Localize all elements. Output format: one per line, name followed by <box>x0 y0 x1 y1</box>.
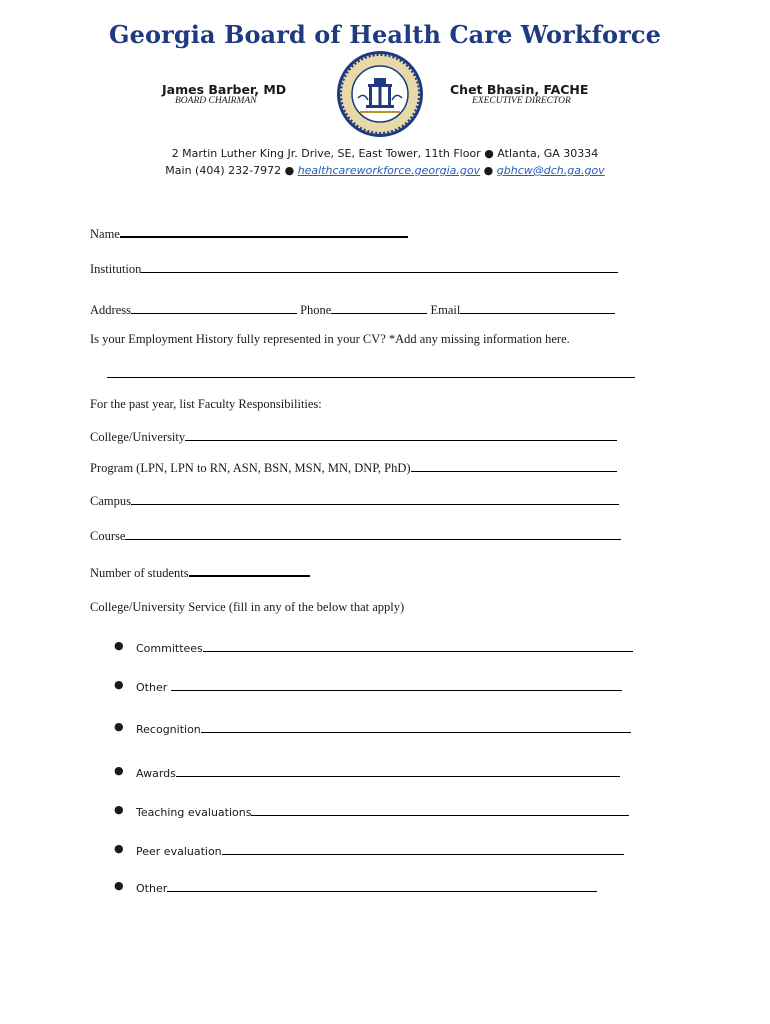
service-item <box>114 879 597 895</box>
name-label: Name <box>90 227 120 241</box>
bullet-icon: ● <box>114 879 124 892</box>
faculty-heading: For the past year, list Faculty Responsibilities: <box>90 397 322 411</box>
employment-question: Is your Employment History fully represented in your CV? *Add any missing information here. <box>90 332 570 346</box>
address-row <box>90 302 615 318</box>
service-item-label: Other <box>136 882 168 895</box>
service-item <box>114 720 631 736</box>
email-label: Email <box>430 303 461 317</box>
director-name: Chet Bhasin, FACHE <box>450 82 589 97</box>
service-item <box>114 678 622 694</box>
service-item-label: Recognition <box>136 723 201 736</box>
service-heading: College/University Service (fill in any of the below that apply) <box>90 600 405 614</box>
recognition-field[interactable] <box>201 721 631 733</box>
program-field[interactable] <box>411 460 617 472</box>
email-field[interactable] <box>460 302 615 314</box>
program-row <box>90 460 617 476</box>
employment-field[interactable] <box>107 366 635 378</box>
service-item-label: Peer evaluation <box>136 845 222 858</box>
bullet-icon: ● <box>114 720 124 733</box>
main-phone: Main (404) 232-7972 ● <box>165 164 295 177</box>
website-link[interactable]: healthcareworkforce.georgia.gov <box>297 164 481 177</box>
students-field[interactable] <box>189 564 310 577</box>
email-link[interactable]: gbhcw@dch.ga.gov <box>496 164 605 177</box>
service-item-label: Other <box>136 681 168 694</box>
chairman-role: BOARD CHAIRMAN <box>175 96 257 106</box>
other-field[interactable] <box>171 679 622 691</box>
teaching-evaluations-field[interactable] <box>251 804 629 816</box>
contact-line <box>0 164 770 177</box>
course-label: Course <box>90 529 126 543</box>
college-field[interactable] <box>185 429 617 441</box>
service-item <box>114 639 633 655</box>
service-item <box>114 803 629 819</box>
service-item-label: Awards <box>136 767 176 780</box>
name-field[interactable] <box>120 225 408 238</box>
service-item <box>114 764 620 780</box>
director-role: EXECUTIVE DIRECTOR <box>472 96 571 106</box>
campus-row <box>90 493 619 509</box>
phone-field[interactable] <box>331 302 427 314</box>
phone-label: Phone <box>300 303 332 317</box>
office-address: 2 Martin Luther King Jr. Drive, SE, East Tower, 11th Floor ● Atlanta, GA 30334 <box>171 147 599 160</box>
committees-field[interactable] <box>203 640 633 652</box>
address-label: Address <box>90 303 131 317</box>
campus-label: Campus <box>90 494 131 508</box>
board-title: Georgia Board of Health Care Workforce <box>109 20 661 49</box>
service-item <box>114 842 624 858</box>
program-label: Program (LPN, LPN to RN, ASN, BSN, MSN, MN, DNP, PhD) <box>90 461 411 475</box>
service-item-label: Teaching evaluations <box>136 806 252 819</box>
peer-evaluation-field[interactable] <box>222 843 624 855</box>
course-field[interactable] <box>125 528 621 540</box>
bullet-icon: ● <box>114 803 124 816</box>
institution-field[interactable] <box>141 261 618 273</box>
bullet-icon: ● <box>114 764 124 777</box>
students-row <box>90 564 310 581</box>
other-field-2[interactable] <box>167 880 597 892</box>
college-row <box>90 429 617 445</box>
students-label: Number of students <box>90 566 189 580</box>
contact-separator: ● <box>483 164 494 177</box>
institution-label: Institution <box>90 262 142 276</box>
course-row <box>90 528 621 544</box>
employment-row <box>107 366 635 382</box>
awards-field[interactable] <box>176 765 620 777</box>
address-field[interactable] <box>131 302 297 314</box>
campus-field[interactable] <box>131 493 619 505</box>
name-row <box>90 225 408 242</box>
bullet-icon: ● <box>114 842 124 855</box>
institution-row <box>90 261 618 277</box>
georgia-state-seal-icon <box>336 50 424 138</box>
bullet-icon: ● <box>114 678 124 691</box>
service-item-label: Committees <box>136 642 203 655</box>
bullet-icon: ● <box>114 639 124 652</box>
college-label: College/University <box>90 430 186 444</box>
chairman-name: James Barber, MD <box>162 82 287 97</box>
